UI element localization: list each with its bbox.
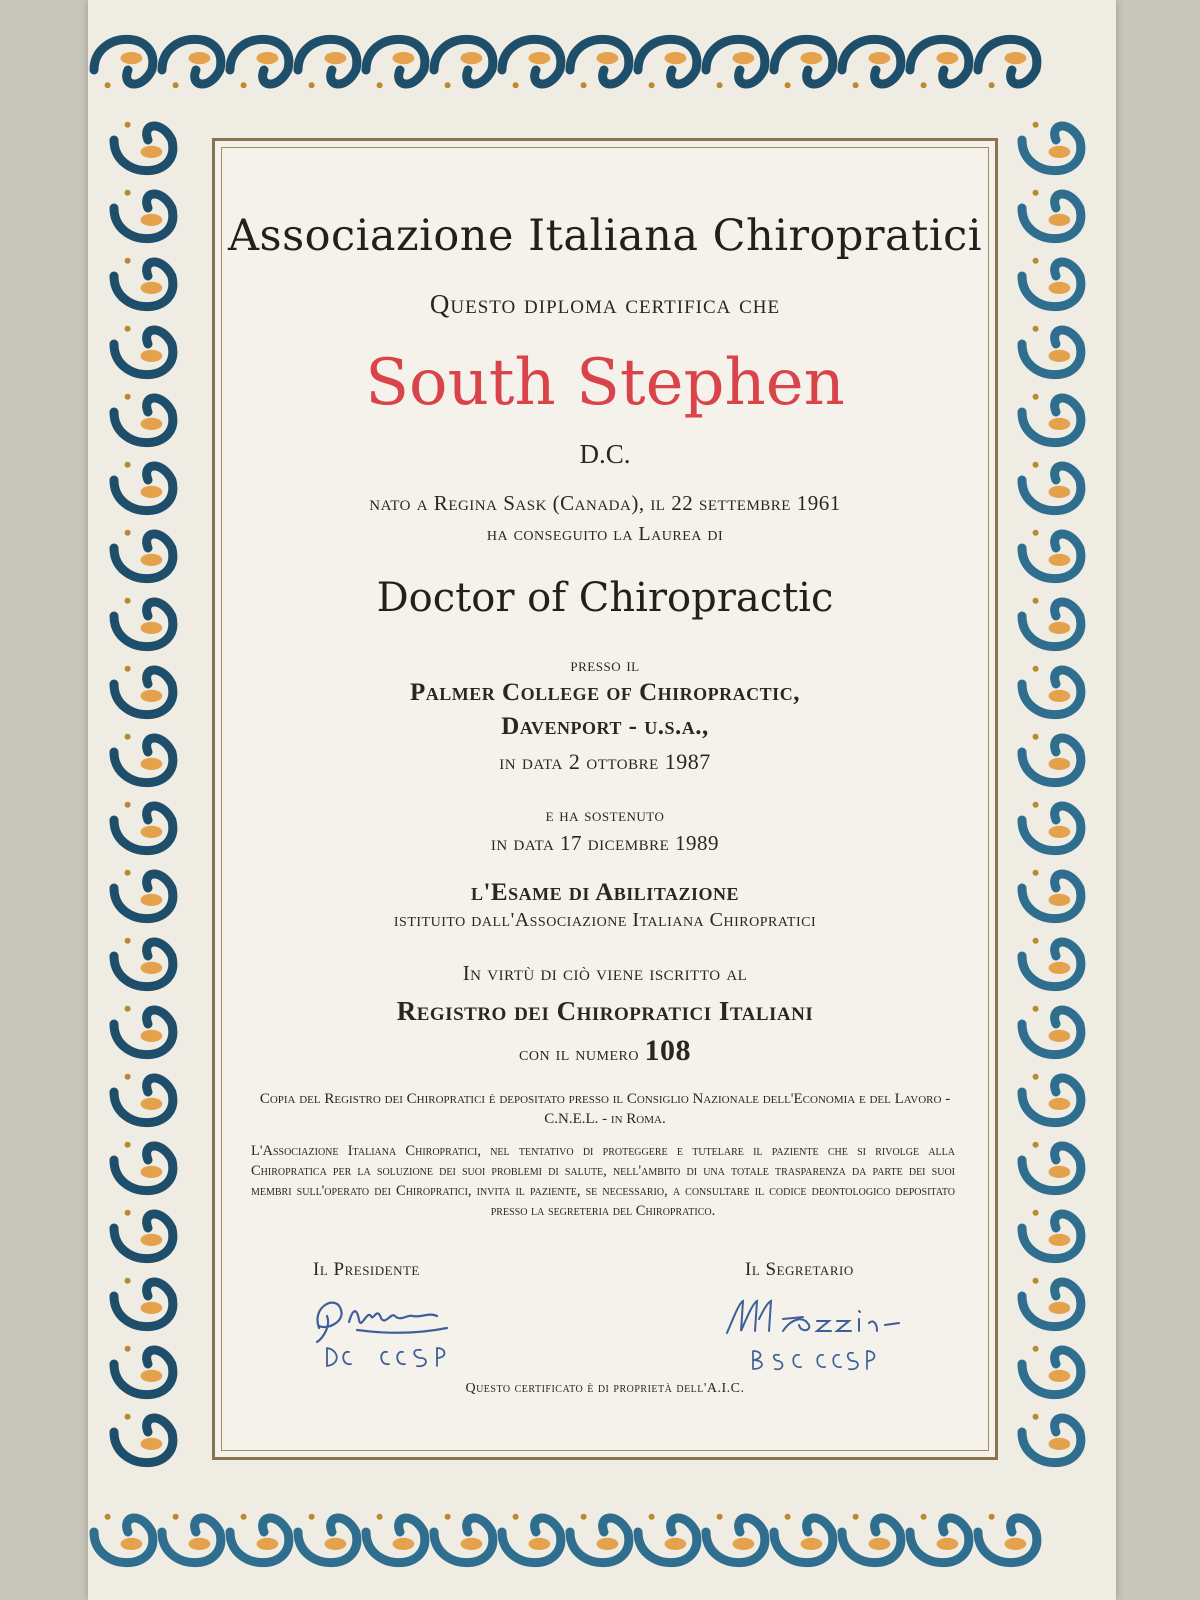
exam-name: l'Esame di Abilitazione <box>470 879 740 906</box>
president-signature <box>297 1286 477 1376</box>
college-name: Palmer College of Chiropractic, <box>410 679 800 706</box>
achieved-line: ha conseguito la Laurea di <box>486 523 724 545</box>
property-note: Questo certificato è di proprietà dell'A.I.C. <box>465 1381 745 1396</box>
register-number: 108 <box>644 1034 691 1067</box>
exam-date: in data 17 dicembre 1989 <box>490 831 720 855</box>
presso-line: presso il <box>570 655 640 676</box>
secretary-signature <box>713 1289 913 1379</box>
sostenuto-line: e ha sostenuto <box>545 805 665 826</box>
register-name: Registro dei Chiropratici Italiani <box>396 996 814 1026</box>
secretary-label: Il Segretario <box>745 1259 854 1280</box>
association-title: Associazione Italiana Chiropratici <box>227 211 983 261</box>
president-label: Il Presidente <box>313 1259 420 1280</box>
birth-line: nato a Regina Sask (Canada), il 22 settembre 1961 <box>369 491 841 515</box>
number-label: con il numero <box>519 1043 639 1065</box>
degree-title: Doctor of Chiropractic <box>376 575 834 621</box>
certificate-photo <box>88 0 1116 1600</box>
patient-notice: L'Associazione Italiana Chiropratici, nel tentativo di proteggere e tutelare il paziente che si rivolge alla Chiropratica per la soluzione dei suoi problemi di salute, nell'ambito di una totale trasparenza da parte dei suoi membri sull'operato dei Chiropratici, invita il paziente, se necessario, a consultare il codice deontologico depositato presso la segreteria del Chiropratico. <box>251 1143 955 1219</box>
recipient-suffix: D.C. <box>579 439 631 469</box>
graduation-date: in data 2 ottobre 1987 <box>499 749 711 774</box>
deposit-note: Copia del Registro dei Chiropratici è depositato presso il Consiglio Nazionale dell'Economia e del Lavoro - C.N.E.L. - in Roma. <box>259 1091 951 1127</box>
register-number-line <box>215 1034 995 1068</box>
college-city: Davenport - u.s.a., <box>501 713 709 740</box>
exam-organization: istituito dall'Associazione Italiana Chiropratici <box>393 909 817 931</box>
intro-line: Questo diploma certifica che <box>429 289 781 319</box>
registered-line: In virtù di ciò viene iscritto al <box>462 961 748 985</box>
recipient-name: South Stephen <box>365 346 845 420</box>
certificate-panel <box>212 138 998 1460</box>
